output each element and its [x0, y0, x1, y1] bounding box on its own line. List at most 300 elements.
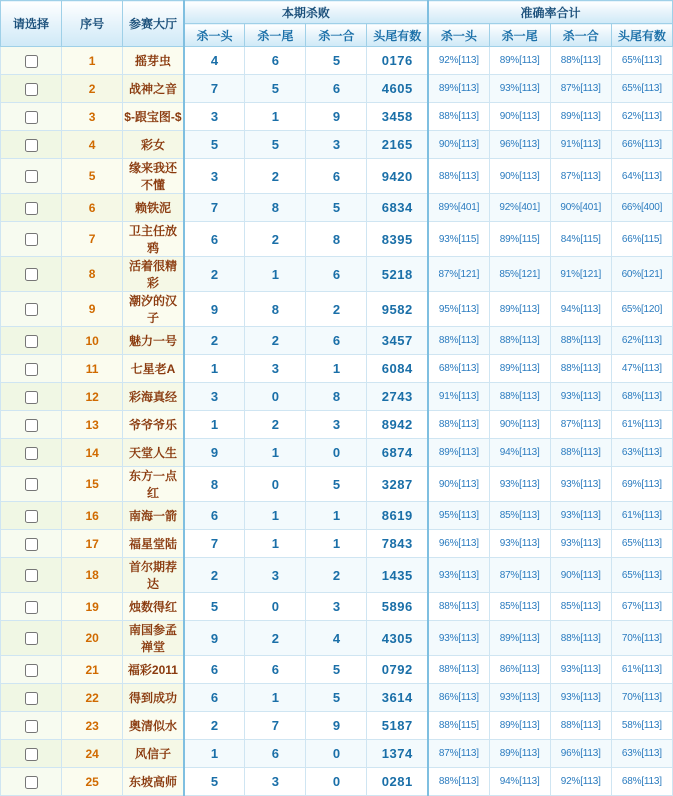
- row-current-kill-head: 3: [184, 103, 245, 131]
- row-select-cell[interactable]: [1, 257, 62, 292]
- row-current-head-tail-count: 9420: [367, 159, 428, 194]
- row-total-head-tail-count: 66%[400]: [611, 194, 672, 222]
- row-hall-name[interactable]: 七星老A: [123, 355, 184, 383]
- header-total-kill-head: 杀一头: [428, 24, 489, 47]
- row-current-kill-tail: 3: [245, 355, 306, 383]
- row-total-head-tail-count: 61%[113]: [611, 411, 672, 439]
- row-checkbox[interactable]: [25, 363, 38, 376]
- row-hall-name[interactable]: 东坡高师: [123, 768, 184, 796]
- row-current-kill-head: 3: [184, 383, 245, 411]
- row-current-kill-head: 4: [184, 47, 245, 75]
- row-current-kill-sum: 3: [306, 131, 367, 159]
- row-index: 21: [62, 656, 123, 684]
- row-hall-name[interactable]: 赖铁泥: [123, 194, 184, 222]
- header-total-head-tail-count: 头尾有数: [611, 24, 672, 47]
- row-total-kill-head: 92%[113]: [428, 47, 489, 75]
- row-select-cell[interactable]: [1, 47, 62, 75]
- row-current-kill-tail: 1: [245, 257, 306, 292]
- row-total-kill-sum: 93%[113]: [550, 656, 611, 684]
- row-select-cell[interactable]: [1, 712, 62, 740]
- row-checkbox[interactable]: [25, 569, 38, 582]
- row-current-kill-head: 8: [184, 467, 245, 502]
- row-current-kill-head: 6: [184, 656, 245, 684]
- row-total-kill-sum: 90%[113]: [550, 558, 611, 593]
- row-current-kill-head: 7: [184, 75, 245, 103]
- row-total-head-tail-count: 68%[113]: [611, 383, 672, 411]
- row-total-kill-tail: 85%[113]: [489, 502, 550, 530]
- row-current-kill-tail: 3: [245, 768, 306, 796]
- row-current-head-tail-count: 6084: [367, 355, 428, 383]
- row-current-kill-sum: 1: [306, 530, 367, 558]
- row-current-kill-tail: 1: [245, 439, 306, 467]
- header-row-group: [1, 1, 673, 24]
- row-checkbox[interactable]: [25, 111, 38, 124]
- row-total-kill-sum: 91%[121]: [550, 257, 611, 292]
- row-index: 16: [62, 502, 123, 530]
- row-total-kill-tail: 90%[113]: [489, 159, 550, 194]
- row-hall-name[interactable]: 摇芽虫: [123, 47, 184, 75]
- row-total-kill-sum: 93%[113]: [550, 502, 611, 530]
- row-total-kill-head: 68%[113]: [428, 355, 489, 383]
- row-checkbox[interactable]: [25, 303, 38, 316]
- row-current-kill-sum: 5: [306, 467, 367, 502]
- row-total-kill-sum: 88%[113]: [550, 47, 611, 75]
- row-current-kill-sum: 3: [306, 593, 367, 621]
- row-total-kill-sum: 96%[113]: [550, 740, 611, 768]
- row-checkbox[interactable]: [25, 748, 38, 761]
- row-total-kill-head: 93%[113]: [428, 558, 489, 593]
- row-current-head-tail-count: 7843: [367, 530, 428, 558]
- row-select-cell[interactable]: [1, 292, 62, 327]
- row-current-head-tail-count: 1374: [367, 740, 428, 768]
- row-total-kill-sum: 88%[113]: [550, 327, 611, 355]
- row-index: 23: [62, 712, 123, 740]
- row-total-kill-sum: 84%[115]: [550, 222, 611, 257]
- header-group-total: 准确率合计: [428, 1, 672, 24]
- row-hall-name[interactable]: 首尔期荐达: [123, 558, 184, 593]
- row-current-head-tail-count: 5218: [367, 257, 428, 292]
- table-row: [1, 103, 673, 131]
- row-checkbox[interactable]: [25, 55, 38, 68]
- row-select-cell[interactable]: [1, 593, 62, 621]
- row-current-head-tail-count: 3287: [367, 467, 428, 502]
- row-checkbox[interactable]: [25, 776, 38, 789]
- row-current-kill-tail: 1: [245, 684, 306, 712]
- row-index: 5: [62, 159, 123, 194]
- row-current-kill-sum: 1: [306, 355, 367, 383]
- row-current-kill-tail: 8: [245, 292, 306, 327]
- row-index: 18: [62, 558, 123, 593]
- row-total-kill-head: 90%[113]: [428, 467, 489, 502]
- row-hall-name[interactable]: 得到成功: [123, 684, 184, 712]
- row-current-head-tail-count: 1435: [367, 558, 428, 593]
- row-total-kill-head: 88%[113]: [428, 159, 489, 194]
- row-current-kill-tail: 2: [245, 327, 306, 355]
- row-total-kill-sum: 90%[401]: [550, 194, 611, 222]
- row-index: 10: [62, 327, 123, 355]
- row-current-kill-head: 6: [184, 222, 245, 257]
- row-total-kill-tail: 86%[113]: [489, 656, 550, 684]
- table-row: [1, 558, 673, 593]
- row-select-cell[interactable]: [1, 222, 62, 257]
- row-current-kill-head: 7: [184, 530, 245, 558]
- row-total-kill-head: 88%[113]: [428, 768, 489, 796]
- row-current-kill-head: 3: [184, 159, 245, 194]
- row-index: 14: [62, 439, 123, 467]
- row-hall-name[interactable]: 风信子: [123, 740, 184, 768]
- row-current-kill-sum: 0: [306, 740, 367, 768]
- table-row: [1, 530, 673, 558]
- row-current-kill-head: 2: [184, 327, 245, 355]
- header-current-kill-tail: 杀一尾: [245, 24, 306, 47]
- row-total-kill-sum: 93%[113]: [550, 684, 611, 712]
- row-total-head-tail-count: 58%[113]: [611, 712, 672, 740]
- row-total-kill-tail: 89%[115]: [489, 222, 550, 257]
- row-total-kill-sum: 88%[113]: [550, 355, 611, 383]
- row-current-head-tail-count: 3458: [367, 103, 428, 131]
- row-total-kill-sum: 88%[113]: [550, 439, 611, 467]
- row-select-cell[interactable]: [1, 194, 62, 222]
- header-group-current: 本期杀败: [184, 1, 428, 24]
- row-checkbox[interactable]: [25, 632, 38, 645]
- row-current-kill-sum: 6: [306, 257, 367, 292]
- row-total-kill-head: 89%[113]: [428, 75, 489, 103]
- row-current-head-tail-count: 6874: [367, 439, 428, 467]
- row-checkbox[interactable]: [25, 720, 38, 733]
- row-total-kill-tail: 94%[113]: [489, 768, 550, 796]
- row-current-kill-tail: 2: [245, 159, 306, 194]
- row-current-kill-head: 5: [184, 768, 245, 796]
- row-current-kill-tail: 2: [245, 621, 306, 656]
- row-index: 8: [62, 257, 123, 292]
- row-total-kill-head: 87%[113]: [428, 740, 489, 768]
- row-current-head-tail-count: 8942: [367, 411, 428, 439]
- row-select-cell[interactable]: [1, 383, 62, 411]
- row-total-kill-tail: 90%[113]: [489, 103, 550, 131]
- row-hall-name[interactable]: 东方一点红: [123, 467, 184, 502]
- row-total-head-tail-count: 70%[113]: [611, 684, 672, 712]
- row-current-kill-tail: 6: [245, 740, 306, 768]
- row-total-kill-head: 88%[115]: [428, 712, 489, 740]
- row-hall-name[interactable]: 彩女: [123, 131, 184, 159]
- row-current-kill-head: 7: [184, 194, 245, 222]
- table-row: [1, 621, 673, 656]
- row-select-cell[interactable]: [1, 159, 62, 194]
- row-total-kill-head: 95%[113]: [428, 502, 489, 530]
- row-current-kill-sum: 6: [306, 327, 367, 355]
- table-header: [1, 1, 673, 47]
- row-total-kill-sum: 93%[113]: [550, 383, 611, 411]
- header-index: 序号: [62, 1, 123, 47]
- row-total-kill-tail: 89%[113]: [489, 712, 550, 740]
- row-total-kill-sum: 91%[113]: [550, 131, 611, 159]
- row-total-kill-sum: 87%[113]: [550, 75, 611, 103]
- row-total-kill-head: 93%[115]: [428, 222, 489, 257]
- row-current-kill-head: 2: [184, 712, 245, 740]
- row-total-head-tail-count: 64%[113]: [611, 159, 672, 194]
- row-total-kill-tail: 93%[113]: [489, 467, 550, 502]
- row-current-kill-sum: 5: [306, 194, 367, 222]
- row-current-head-tail-count: 6834: [367, 194, 428, 222]
- row-current-kill-tail: 0: [245, 593, 306, 621]
- row-current-kill-tail: 2: [245, 411, 306, 439]
- row-total-head-tail-count: 63%[113]: [611, 439, 672, 467]
- row-hall-name[interactable]: 爷爷爷乐: [123, 411, 184, 439]
- row-hall-name[interactable]: 魅力一号: [123, 327, 184, 355]
- table-row: [1, 159, 673, 194]
- row-total-kill-head: 93%[113]: [428, 621, 489, 656]
- row-total-head-tail-count: 61%[113]: [611, 656, 672, 684]
- table-row: [1, 439, 673, 467]
- row-total-kill-tail: 89%[113]: [489, 292, 550, 327]
- row-current-head-tail-count: 5187: [367, 712, 428, 740]
- row-total-head-tail-count: 69%[113]: [611, 467, 672, 502]
- row-total-kill-sum: 94%[113]: [550, 292, 611, 327]
- row-total-kill-tail: 89%[113]: [489, 740, 550, 768]
- row-checkbox[interactable]: [25, 601, 38, 614]
- row-hall-name[interactable]: 卫主任放鸦: [123, 222, 184, 257]
- row-total-kill-sum: 89%[113]: [550, 103, 611, 131]
- row-current-kill-sum: 0: [306, 439, 367, 467]
- row-current-kill-tail: 0: [245, 383, 306, 411]
- row-hall-name[interactable]: $-跟宝图-$: [123, 103, 184, 131]
- row-index: 22: [62, 684, 123, 712]
- row-hall-name[interactable]: 活着很精彩: [123, 257, 184, 292]
- row-current-kill-sum: 9: [306, 103, 367, 131]
- row-hall-name[interactable]: 福星堂陆: [123, 530, 184, 558]
- row-index: 11: [62, 355, 123, 383]
- row-current-kill-sum: 5: [306, 684, 367, 712]
- row-index: 6: [62, 194, 123, 222]
- row-current-kill-sum: 2: [306, 558, 367, 593]
- row-total-kill-tail: 88%[113]: [489, 383, 550, 411]
- row-hall-name[interactable]: 潮汐的汉子: [123, 292, 184, 327]
- row-total-head-tail-count: 66%[115]: [611, 222, 672, 257]
- row-checkbox[interactable]: [25, 83, 38, 96]
- row-checkbox[interactable]: [25, 335, 38, 348]
- row-index: 12: [62, 383, 123, 411]
- row-index: 9: [62, 292, 123, 327]
- header-select-all[interactable]: 请选择: [1, 1, 62, 47]
- row-total-kill-head: 86%[113]: [428, 684, 489, 712]
- row-select-cell[interactable]: [1, 75, 62, 103]
- row-current-kill-head: 9: [184, 439, 245, 467]
- row-total-kill-tail: 89%[113]: [489, 621, 550, 656]
- table-row: [1, 411, 673, 439]
- row-select-cell[interactable]: [1, 502, 62, 530]
- row-select-cell[interactable]: [1, 768, 62, 796]
- row-select-cell[interactable]: [1, 467, 62, 502]
- row-index: 17: [62, 530, 123, 558]
- row-total-kill-tail: 89%[113]: [489, 355, 550, 383]
- row-select-cell[interactable]: [1, 656, 62, 684]
- row-current-kill-tail: 6: [245, 656, 306, 684]
- row-select-cell[interactable]: [1, 684, 62, 712]
- row-current-kill-sum: 0: [306, 768, 367, 796]
- table-body: [1, 47, 673, 796]
- row-hall-name[interactable]: 天堂人生: [123, 439, 184, 467]
- table-row: [1, 292, 673, 327]
- row-current-kill-sum: 6: [306, 75, 367, 103]
- row-select-cell[interactable]: [1, 355, 62, 383]
- row-index: 19: [62, 593, 123, 621]
- table-row: [1, 593, 673, 621]
- row-select-cell[interactable]: [1, 621, 62, 656]
- row-select-cell[interactable]: [1, 131, 62, 159]
- row-hall-name[interactable]: 南海一箭: [123, 502, 184, 530]
- row-select-cell[interactable]: [1, 740, 62, 768]
- row-total-kill-tail: 90%[113]: [489, 411, 550, 439]
- row-current-kill-head: 9: [184, 292, 245, 327]
- row-hall-name[interactable]: 缘来我还不懂: [123, 159, 184, 194]
- row-total-head-tail-count: 61%[113]: [611, 502, 672, 530]
- row-total-kill-head: 88%[113]: [428, 656, 489, 684]
- header-current-kill-sum: 杀一合: [306, 24, 367, 47]
- table-row: [1, 684, 673, 712]
- row-total-kill-head: 91%[113]: [428, 383, 489, 411]
- row-hall-name[interactable]: 奥清似水: [123, 712, 184, 740]
- row-total-kill-head: 88%[113]: [428, 327, 489, 355]
- row-current-kill-sum: 1: [306, 502, 367, 530]
- row-total-head-tail-count: 60%[121]: [611, 257, 672, 292]
- row-current-head-tail-count: 9582: [367, 292, 428, 327]
- table-row: [1, 47, 673, 75]
- row-select-cell[interactable]: [1, 558, 62, 593]
- row-current-kill-sum: 5: [306, 656, 367, 684]
- row-hall-name[interactable]: 彩海真经: [123, 383, 184, 411]
- row-current-head-tail-count: 0176: [367, 47, 428, 75]
- row-current-kill-tail: 1: [245, 530, 306, 558]
- row-select-cell[interactable]: [1, 439, 62, 467]
- row-current-kill-head: 1: [184, 355, 245, 383]
- row-total-head-tail-count: 65%[113]: [611, 530, 672, 558]
- row-checkbox[interactable]: [25, 391, 38, 404]
- row-index: 1: [62, 47, 123, 75]
- row-current-kill-head: 1: [184, 411, 245, 439]
- row-total-kill-sum: 87%[113]: [550, 159, 611, 194]
- row-current-head-tail-count: 4305: [367, 621, 428, 656]
- table-row: [1, 257, 673, 292]
- row-hall-name[interactable]: 福彩2011: [123, 656, 184, 684]
- row-checkbox[interactable]: [25, 692, 38, 705]
- table-row: [1, 712, 673, 740]
- row-current-head-tail-count: 8619: [367, 502, 428, 530]
- row-total-kill-tail: 93%[113]: [489, 530, 550, 558]
- row-index: 2: [62, 75, 123, 103]
- row-checkbox[interactable]: [25, 664, 38, 677]
- table-row: [1, 131, 673, 159]
- row-index: 24: [62, 740, 123, 768]
- table-row: [1, 656, 673, 684]
- row-total-kill-tail: 93%[113]: [489, 684, 550, 712]
- row-hall-name[interactable]: 烛数得红: [123, 593, 184, 621]
- row-current-kill-sum: 2: [306, 292, 367, 327]
- row-current-head-tail-count: 5896: [367, 593, 428, 621]
- table-row: [1, 768, 673, 796]
- table-row: [1, 327, 673, 355]
- row-checkbox[interactable]: [25, 447, 38, 460]
- table-row: [1, 467, 673, 502]
- row-current-kill-tail: 5: [245, 131, 306, 159]
- row-total-kill-sum: 92%[113]: [550, 768, 611, 796]
- row-select-cell[interactable]: [1, 411, 62, 439]
- row-current-head-tail-count: 0281: [367, 768, 428, 796]
- row-checkbox[interactable]: [25, 170, 38, 183]
- row-checkbox[interactable]: [25, 139, 38, 152]
- row-current-kill-tail: 3: [245, 558, 306, 593]
- row-current-head-tail-count: 2743: [367, 383, 428, 411]
- row-checkbox[interactable]: [25, 419, 38, 432]
- row-total-kill-sum: 88%[113]: [550, 712, 611, 740]
- row-checkbox[interactable]: [25, 478, 38, 491]
- row-checkbox[interactable]: [25, 538, 38, 551]
- row-index: 3: [62, 103, 123, 131]
- row-current-kill-tail: 5: [245, 75, 306, 103]
- row-total-kill-head: 88%[113]: [428, 103, 489, 131]
- row-total-kill-tail: 87%[113]: [489, 558, 550, 593]
- row-current-kill-sum: 8: [306, 383, 367, 411]
- row-total-head-tail-count: 63%[113]: [611, 740, 672, 768]
- row-checkbox[interactable]: [25, 233, 38, 246]
- row-total-kill-head: 95%[113]: [428, 292, 489, 327]
- row-total-kill-sum: 85%[113]: [550, 593, 611, 621]
- row-current-head-tail-count: 2165: [367, 131, 428, 159]
- row-total-kill-sum: 87%[113]: [550, 411, 611, 439]
- row-total-kill-head: 88%[113]: [428, 593, 489, 621]
- table-row: [1, 194, 673, 222]
- row-current-kill-head: 2: [184, 558, 245, 593]
- row-select-cell[interactable]: [1, 103, 62, 131]
- row-current-kill-head: 5: [184, 593, 245, 621]
- row-current-kill-sum: 9: [306, 712, 367, 740]
- row-current-head-tail-count: 4605: [367, 75, 428, 103]
- row-current-kill-head: 5: [184, 131, 245, 159]
- row-total-kill-tail: 89%[113]: [489, 47, 550, 75]
- row-current-kill-tail: 1: [245, 103, 306, 131]
- row-current-kill-tail: 6: [245, 47, 306, 75]
- row-total-head-tail-count: 65%[113]: [611, 47, 672, 75]
- row-current-kill-head: 6: [184, 684, 245, 712]
- row-index: 20: [62, 621, 123, 656]
- row-current-head-tail-count: 8395: [367, 222, 428, 257]
- row-total-head-tail-count: 62%[113]: [611, 103, 672, 131]
- row-total-head-tail-count: 66%[113]: [611, 131, 672, 159]
- row-select-cell[interactable]: [1, 530, 62, 558]
- row-select-cell[interactable]: [1, 327, 62, 355]
- header-current-kill-head: 杀一头: [184, 24, 245, 47]
- row-total-kill-tail: 93%[113]: [489, 75, 550, 103]
- row-total-head-tail-count: 65%[113]: [611, 558, 672, 593]
- row-current-kill-sum: 3: [306, 411, 367, 439]
- row-checkbox[interactable]: [25, 202, 38, 215]
- row-checkbox[interactable]: [25, 510, 38, 523]
- row-checkbox[interactable]: [25, 268, 38, 281]
- row-current-kill-tail: 8: [245, 194, 306, 222]
- row-current-kill-sum: 8: [306, 222, 367, 257]
- row-current-kill-head: 9: [184, 621, 245, 656]
- row-hall-name[interactable]: 战神之音: [123, 75, 184, 103]
- row-total-kill-head: 89%[113]: [428, 439, 489, 467]
- row-total-head-tail-count: 47%[113]: [611, 355, 672, 383]
- row-hall-name[interactable]: 南国参孟禅堂: [123, 621, 184, 656]
- row-total-head-tail-count: 70%[113]: [611, 621, 672, 656]
- row-total-head-tail-count: 67%[113]: [611, 593, 672, 621]
- row-total-kill-sum: 93%[113]: [550, 467, 611, 502]
- row-total-head-tail-count: 65%[113]: [611, 75, 672, 103]
- table-row: [1, 502, 673, 530]
- row-current-head-tail-count: 3457: [367, 327, 428, 355]
- row-current-kill-head: 2: [184, 257, 245, 292]
